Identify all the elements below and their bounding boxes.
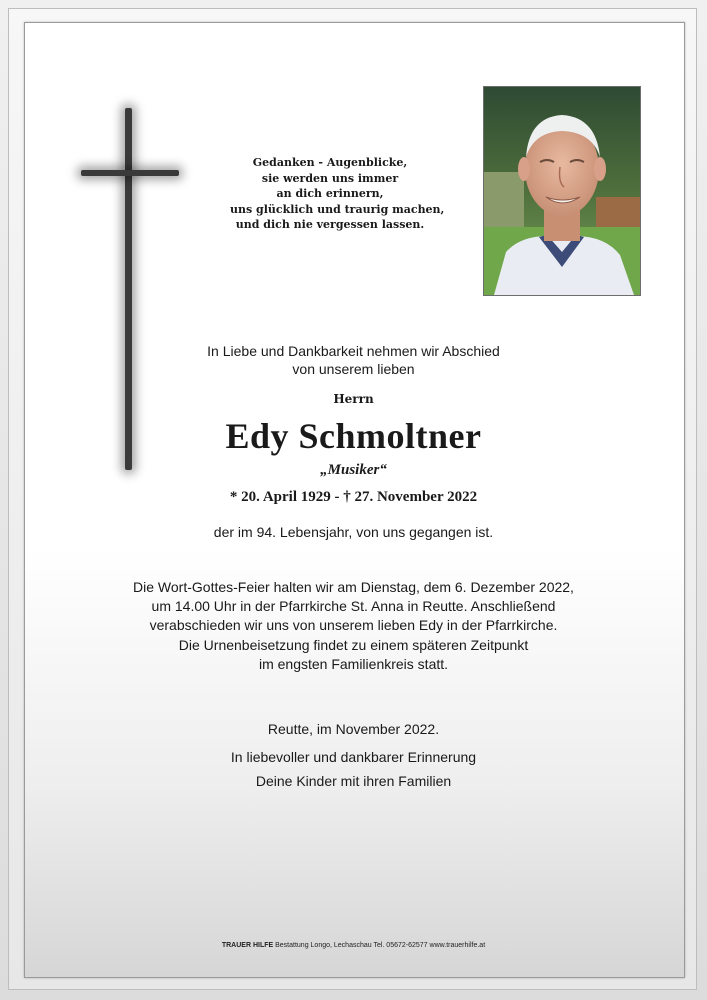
service-details: [0, 578, 707, 635]
burial-line-1: Die Urnenbeisetzung findet zu einem späteren Zeitpunkt: [178, 637, 529, 653]
deceased-nickname: „Musiker“: [320, 462, 387, 478]
service-line-1: Die Wort-Gottes-Feier halten wir am Dienstag, dem 6. Dezember 2022,: [133, 579, 574, 595]
closing-signature: [0, 745, 707, 793]
family-line: Deine Kinder mit ihren Familien: [255, 773, 452, 789]
service-line-2: um 14.00 Uhr in der Pfarrkirche St. Anna in Reutte. Anschließend: [151, 598, 556, 614]
footer-brand: TRAUER HILFE: [221, 942, 274, 949]
burial-line-2: im engsten Familienkreis statt.: [258, 656, 449, 672]
poem-line: Gedanken - Augenblicke,: [252, 156, 408, 169]
intro-line-1: In Liebe und Dankbarkeit nehmen wir Abschied: [207, 343, 500, 359]
footer: [0, 942, 707, 949]
place-date: Reutte, im November 2022.: [267, 721, 440, 737]
poem-line: uns glücklich und traurig machen,: [230, 202, 445, 216]
intro-line-2: von unserem lieben: [292, 361, 415, 377]
age-text: der im 94. Lebensjahr, von uns gegangen ist.: [213, 524, 494, 540]
cross-horizontal-beam: [81, 170, 179, 176]
poem-line: sie werden uns immer: [261, 171, 399, 185]
service-line-3: verabschieden wir uns von unserem lieben Edy in der Pfarrkirche.: [149, 617, 558, 633]
life-dates: * 20. April 1929 - † 27. November 2022: [229, 489, 478, 505]
portrait-photo: [483, 86, 641, 296]
poem-line: an dich erinnern,: [276, 187, 384, 200]
portrait-image: [484, 87, 640, 295]
poem-line: und dich nie vergessen lassen.: [235, 218, 425, 231]
salutation: Herrn: [333, 392, 374, 406]
footer-text: Bestattung Longo, Lechaschau Tel. 05672-62577 www.trauerhilfe.at: [275, 942, 486, 949]
burial-details: [0, 636, 707, 674]
intro-text: [0, 342, 707, 378]
deceased-name: Edy Schmoltner: [225, 416, 482, 456]
memorial-poem: [230, 155, 445, 233]
remembrance-line: In liebevoller und dankbarer Erinnerung: [230, 749, 477, 765]
